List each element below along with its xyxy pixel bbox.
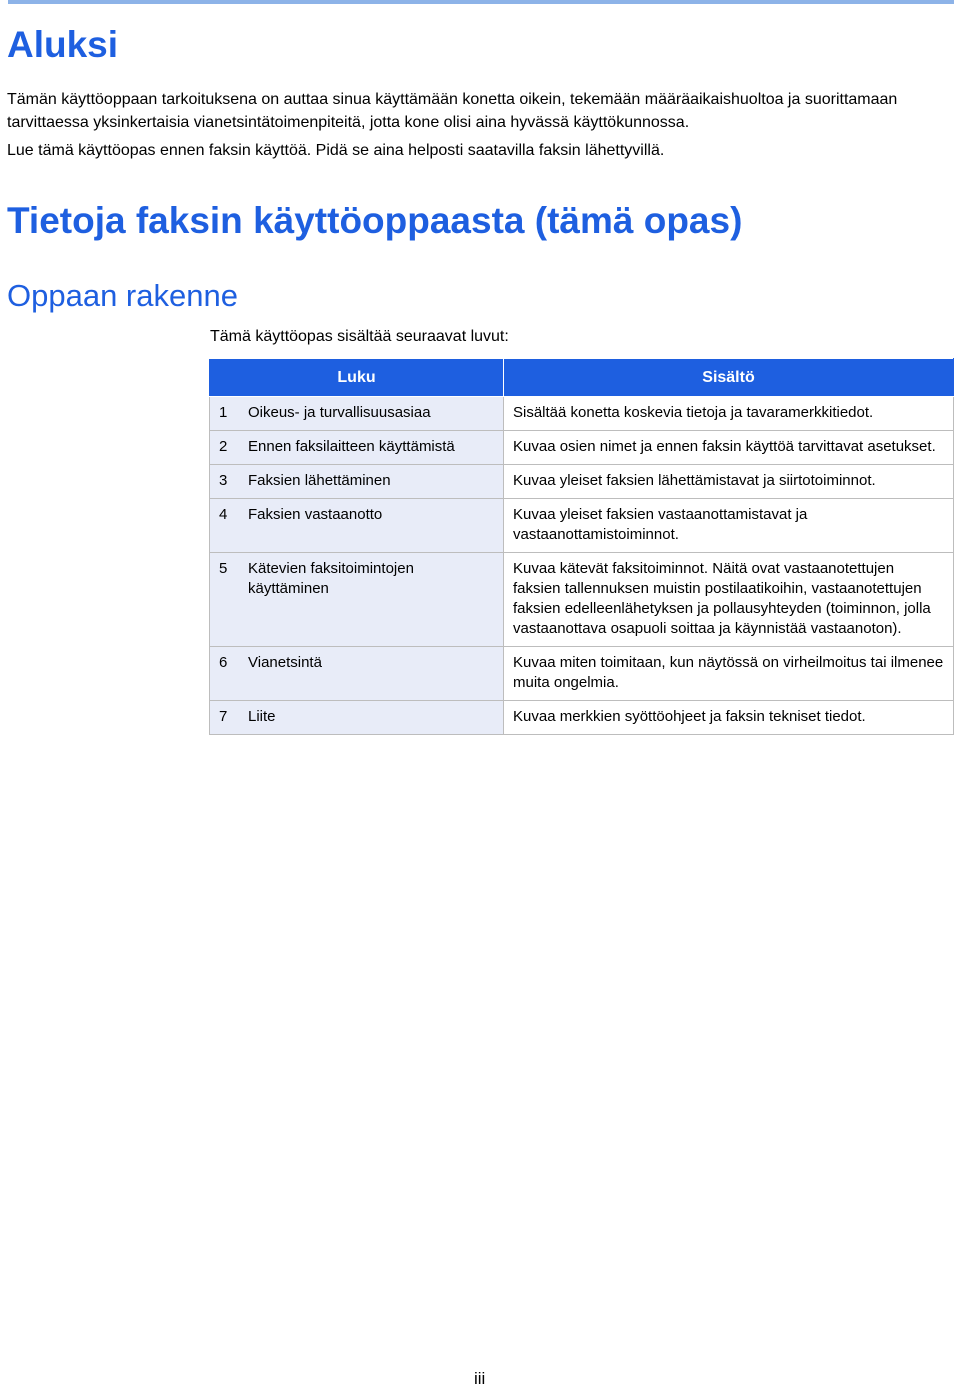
chapter-content: Kuvaa miten toimitaan, kun näytössä on virheilmoitus tai ilmenee muita ongelmia.: [504, 647, 954, 701]
page-heading: Aluksi: [7, 24, 119, 65]
intro-paragraph-1: Tämän käyttöoppaan tarkoituksena on auttaa sinua käyttämään konetta oikein, tekemään määräaikaishuoltoa ja suorittamaan tarvittaessa yksinkertaisia vianetsintätoimenpiteitä, jotta kone olisi aina hyvässä käyttökunnossa.: [7, 91, 898, 131]
top-rule: [8, 0, 954, 4]
table-row: [210, 397, 954, 431]
page-number: iii: [474, 1369, 486, 1388]
chapter-number: 1: [210, 397, 240, 431]
chapter-content: Sisältää konetta koskevia tietoja ja tavaramerkkitiedot.: [504, 397, 954, 431]
chapter-number: 4: [210, 499, 240, 553]
chapter-number: 6: [210, 647, 240, 701]
chapter-name: Kätevien faksitoimintojen käyttäminen: [239, 553, 504, 647]
chapter-number: 7: [210, 701, 240, 735]
intro-paragraph-2: Lue tämä käyttöopas ennen faksin käyttöä. Pidä se aina helposti saatavilla faksin lähettyvillä.: [7, 142, 665, 159]
chapter-number: 3: [210, 465, 240, 499]
chapter-name: Vianetsintä: [239, 647, 504, 701]
chapters-table: [209, 358, 954, 735]
chapter-name: Oikeus- ja turvallisuusasiaa: [239, 397, 504, 431]
chapter-content: Kuvaa yleiset faksien lähettämistavat ja siirtotoiminnot.: [504, 465, 954, 499]
table-row: [210, 701, 954, 735]
section-title: Tietoja faksin käyttöoppaasta (tämä opas): [7, 200, 743, 241]
chapter-content: Kuvaa yleiset faksien vastaanottamistavat ja vastaanottamistoiminnot.: [504, 499, 954, 553]
table-row: [210, 465, 954, 499]
chapter-name: Ennen faksilaitteen käyttämistä: [239, 431, 504, 465]
chapter-name: Liite: [239, 701, 504, 735]
table-row: [210, 499, 954, 553]
chapter-content: Kuvaa merkkien syöttöohjeet ja faksin tekniset tiedot.: [504, 701, 954, 735]
chapter-content: Kuvaa kätevät faksitoiminnot. Näitä ovat vastaanotettujen faksien tallennuksen muistin postilaatikoihin, vastaanotettujen faksien edelleenlähetyksen ja pollausyhteyden (toiminnon, jolla vastaanottava osapuoli soittaa ja käynnistää vastaanoton).: [504, 553, 954, 647]
table-row: [210, 431, 954, 465]
subsection-title: Oppaan rakenne: [7, 278, 238, 313]
header-content: Sisältö: [504, 359, 954, 397]
header-chapter: Luku: [210, 359, 504, 397]
table-header-row: [210, 359, 954, 397]
chapter-number: 2: [210, 431, 240, 465]
chapter-name: Faksien lähettäminen: [239, 465, 504, 499]
chapter-number: 5: [210, 553, 240, 647]
table-row: [210, 553, 954, 647]
chapter-content: Kuvaa osien nimet ja ennen faksin käyttöä tarvittavat asetukset.: [504, 431, 954, 465]
chapter-name: Faksien vastaanotto: [239, 499, 504, 553]
table-lead-text: Tämä käyttöopas sisältää seuraavat luvut:: [210, 328, 509, 345]
table-row: [210, 647, 954, 701]
intro-text: [7, 88, 947, 167]
